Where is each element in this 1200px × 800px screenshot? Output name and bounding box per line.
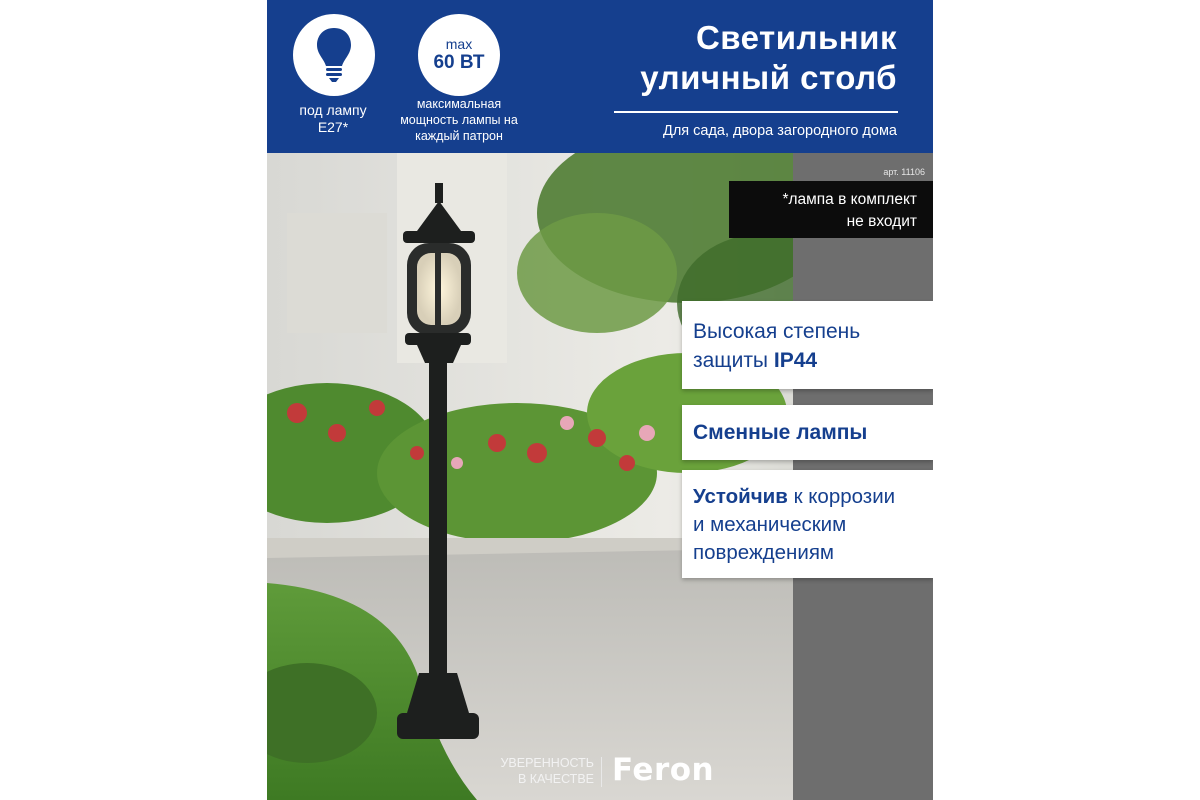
title-divider [614,111,898,113]
feature-text-part: защиты [693,349,774,372]
feature-text: и механическим [693,513,847,536]
product-subtitle: Для сада, двора загородного дома [663,123,897,139]
feature-highlight: IP44 [773,349,818,372]
feature-text [693,483,933,511]
feature-text [693,346,933,375]
product-card [267,0,933,800]
power-value: 60 ВТ [433,51,485,73]
light-bulb-icon [314,26,354,84]
bulb-caption-line: под лампу [299,102,367,118]
feature-highlight: Сменные лампы [693,421,868,444]
product-title [577,18,897,98]
header-banner [267,0,933,153]
note-line: не входит [846,213,917,230]
article-number: арт. 11106 [883,167,925,177]
slogan-line: УВЕРЕННОСТЬ [500,756,594,770]
feature-ip44 [682,301,933,389]
brand-logo: Feron [612,752,715,788]
note-line: *лампа в комплект [782,191,917,208]
footer-divider [601,757,602,787]
slogan-line: В КАЧЕСТВЕ [517,772,594,786]
feature-corrosion-resistant [682,470,933,578]
feature-text: Высокая степень [693,320,861,343]
feature-text-part: к коррозии [787,485,896,508]
feature-text: повреждениям [693,541,835,564]
bulb-caption-line: E27* [317,119,349,135]
bulb-caption [277,102,389,136]
power-caption [399,96,519,144]
power-caption-line: мощность лампы на [400,113,518,127]
title-line: уличный столб [640,59,897,96]
feature-highlight: Устойчив [693,485,788,508]
power-max-label: max [445,35,473,52]
power-caption-line: каждый патрон [415,129,503,143]
title-line: Светильник [695,19,897,56]
brand-slogan [487,755,594,787]
power-badge [418,14,500,96]
power-caption-line: максимальная [416,97,502,111]
lamp-not-included-note [729,181,933,238]
feature-replaceable-lamps [682,405,933,460]
bulb-badge [293,14,375,96]
